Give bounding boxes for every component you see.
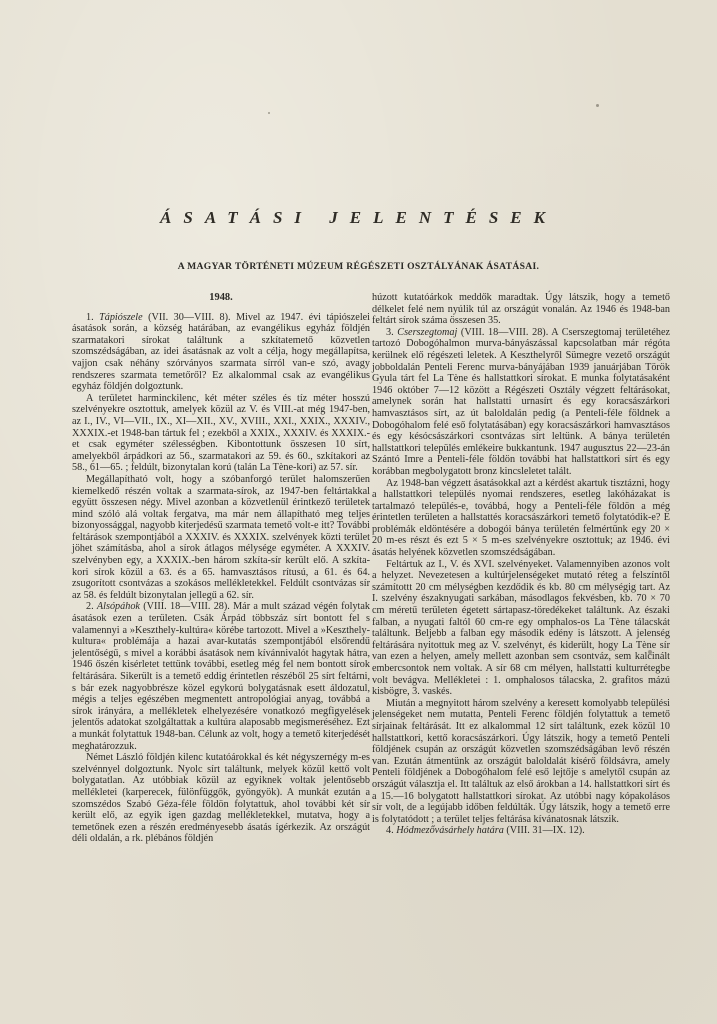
- site-name: Hódmezővásárhely határa: [396, 825, 504, 837]
- right-column: [372, 292, 670, 837]
- paragraph: [72, 601, 370, 752]
- paragraph: Német László földjén kilenc kutatóárokkal és két négyszernégy m-es szelvénnyel dolgoztunk. Nyolc sírt találtunk, melyek közül kettő volt bolygatatlan. Az utóbbiak közül az egyiknek voltak jelentősebb mellékletei (karperecek, fülönfüggők, gyöngyök). A munkát ezután a szomszédos Szabó Géza-féle földön folytattuk, ahol további két sír került elő, az egyik igen gazdag mellékletekkel, mutatva, hogy a temetőnek ezen a részén eredményesebb ásatás ígérkezik. Az országút déli oldalán, a rk. plébános földjén: [72, 752, 370, 845]
- site-name: Alsópáhok: [96, 601, 140, 613]
- paper-speck: [268, 112, 270, 114]
- paragraph: Feltártuk az I., V. és XVI. szelvényeket. Valamennyiben azonos volt a helyzet. Nevezetesen a kultúrjelenségeket mutató réteg a felszíntől számítottt 20 cm mélységben kezdődik és kb. 80 cm mélységig tart. Az I. szelvény északnyugati sarkában, másodlagos fekvésben, kb. 70 × 70 cm méretű területen égetett sártapasz-töredékeket találtunk. Az északi falban, a nyugati faltól 60 cm-re egy omphalos-os La Tène tálacskát találtunk. Beljebb a falban egy második edény is látszott. A jelenség feltárására nyitottuk meg az V. szelvényt, és kiderült, hogy La Tène sír van ezen a helyen, amely mellett azonban sem csontváz, sem kalcinált embercsontok nem voltak. A sír 68 cm mélyen, hallstatti kulturrétegbe volt bevágva. Mellékletei : 1. omphalosos tálacska, 2. grafitos mázú kisbögre, 3. vaskés.: [372, 558, 670, 698]
- item-number: 4.: [386, 825, 394, 837]
- paragraph: Miután a megnyitott három szelvény a keresett komolyabb települési jelenségeket nem mutatta, Penteli Ferenc földjén folytattuk a temető sírjainak feltárását. Itt ez alkalommal 12 sírt találtunk, ezek közül 10 hallstattkori, kettő koracsászárkori. Úgy látszik, hogy a temető Penteli földjének csupán az országút közvetlen szomszédságában levő részén van. Ezután átmentünk az országút baloldalát kísérő földsávra, amely Penteli földjének a Dobogóhalom felé eső lejtője s amelytől csupán az országút választja el. Itt találtuk az első árokban a 14. hallstattkori sírt és a 15.—16 bolygatott hallstattkori sírokat. Az utóbbi nagy kópakolásos sír volt, de a legújabb időben feldúlták. Úgy látszik, hogy a temető erre is folytatódott ; a terület teljes feltárása kívánatosnak látszik.: [372, 697, 670, 825]
- paragraph-text: (VIII. 18—VIII. 28). Már a mult század végén folytak ásatások ezen a területen. Csák Árpád többszáz sírt bontott fel s valamennyi a »Keszthely-kultúra« körébe tartozott. Mivel a »Keszthely-kultura« problémája a hazai avar-kutatás szempontjából elsőrendű jelentőségű, s mivel a korábbi ásatások nem kívánnivalót hagytak hátra, 1946 őszén kisérletet tettünk további, esetleg még fel nem bontott sírok feltárására. Sikerült is a temető eddig érintetlen részéből 25 sírt feltárni, s bár ezek nagyobbrésze közel egykorú bolygatásnak esett áldozatul, mégis a teljes egészében megmentett antropológiai anyag, továbbá a sírok irányára, a mellékletek elhelyezésére vonatkozó megfigyelések jelentős adatokat szolgáltattak a kultúra alaposabb megismeréséhez. Ezt a munkát folytattuk 1948-ban. Célunk az volt, hogy a temető kiterjedését meghatározzuk.: [72, 601, 371, 752]
- paragraph: [372, 825, 670, 837]
- paragraph: Az 1948-ban végzett ásatásokkal azt a kérdést akartuk tisztázni, hogy a hallstattkori település nyomai rendszeres, esetleg lakóházakat is tartalmazó település-e, továbbá, hogy a Penteli-féle földön a még érintetlen területen a hallstattés koracsászárkori temető folytatódik-e? E problémák eldöntésére a dobogói bánya területén felmértünk egy 20 × 20 m-es részt és ezt 5 × 5 m-es szelvényekre osztottuk; az 1946. évi ásatás helyének közvetlen szomszédságában.: [372, 477, 670, 559]
- item-number: 2.: [86, 601, 94, 613]
- paragraph-text: (VII. 30—VIII. 8). Mivel az 1947. évi tápiószelei ásatások során, a község határában, az evangélikus egyház földjén szarmatakori sírokat találtunk a szkítatemető közvetlen szomszédságában, az idei ásatásnak az volt a célja, hogy megállapítsa, vajjon csak néhány szórványos szarmata sírról van-e szó, avagy rendszeres szarmata temetőről? Ez alkalommal csak az evangélikus egyház földjén dolgoztunk.: [72, 311, 371, 393]
- site-name: Cserszegtomaj: [397, 326, 458, 338]
- paragraph-text: (VIII. 31—IX. 12).: [506, 825, 585, 837]
- page-subtitle: A MAGYAR TÖRTÉNETI MÚZEUM RÉGÉSZETI OSZTÁLYÁNAK ÁSATÁSAI.: [177, 261, 540, 272]
- year-heading: 1948.: [209, 292, 233, 303]
- item-number: 3.: [386, 326, 394, 338]
- item-number: 1.: [86, 311, 94, 323]
- paragraph-text: (VIII. 18—VIII. 28). A Cserszegtomaj területéhez tartozó Dobogóhalmon murva-bányászással kapcsolatban már régóta kerülnek elő régészeti leletek. A Keszthelyről Sümegre vezető országút jobboldalán Penteli Ferenc murva-bányájában 1939 januárjában Török Gyula tárt fel La Tène és hallstattkori sírokat. E munka folytatásaként 1946 október 7—12 között a Régészeti Osztály végzett feltárásokat, amelynek során hat hallstatti urnasírt és egy koracsászárkori hamvasztásos sírt, az út baloldalán pedig (a Penteli-féle földnek a Dobogóhalom felé eső folytatásában) egy koracsászárkori hamvasztásos és egy késócsászárkori csontvázas sírt leltünk. A bánya területén hallstattkori település emlékeire bukkantunk. 1947 augusztus 22—23-án Szántó Imre a Penteli-féle földön további hat hallstattkori sírt és egy korábban megbolygatott bronz kincsleletet talált.: [372, 326, 671, 477]
- paragraph: [72, 312, 370, 393]
- paragraph: [372, 327, 670, 478]
- paragraph: A területet harminckilenc, két méter széles és tíz méter hosszú szelvényekre osztottuk, amelyek közül az V. és VIII.-at még 1947-ben, az I., IV., VI—VII., IX., XI—XII., XV., XVIII., XXI., XXIX., XXXIV., XXXIX.-et 1948-ban tártuk fel ; ezekből a XXIX., XXXIV. és XXXIX.-et csak egyméter szélességben. Kibontottunk összesen 10 sírt, amelyekből árpádkori az 56., szarmatakori az 59. és 60., szkítakori az 58., 61—65. ; feldúlt, bizonytalan korú (talán La Tène-kori) az 57. sír.: [72, 392, 370, 474]
- left-column: [72, 292, 370, 845]
- paragraph: Megállapítható volt, hogy a szóbanforgó terület halomszerűen kiemelkedő részén voltak a szarmata-sírok, az 1947-ben feltártakkal együtt összesen négy. Mivel azonban a közvetlenül érintkező területek mind szóló alá voltak fergatva, ma már nem állapítható meg teljes bizonyossággal, nagyobb kiterjedésű szarmata temető volt-e itt? További feltárások szempontjából a XXXIV. és XXXIX. szelvények közti terület jöhet számításba, ahol a sírok átlagos mélysége egyméter. A XXXIV. szelvényben egy, a XXXIX.-ben három szkíta-sír került elő. A szkíta-kori sírok közül a 63. és a 65. hamvasztásos rítusú, a 61. és 64. zsugorított csontvázas a szokásos mellékletekkel. Feldúlt csontvázas sír az 58. és feldúlt bizonytalan jellegű a 62. sír.: [72, 473, 370, 601]
- paper-speck: [596, 104, 599, 107]
- site-name: Tápiószele: [99, 311, 143, 323]
- paragraph: húzott kutatóárkok meddők maradtak. Úgy látszik, hogy a temető délkelet felé nem nyúlik túl az országút vonalán. Az 1946 és 1948-ban feltárt sírok száma összesen 35.: [372, 292, 670, 327]
- page-title: ÁSATÁSI JELENTÉSEK: [160, 208, 557, 227]
